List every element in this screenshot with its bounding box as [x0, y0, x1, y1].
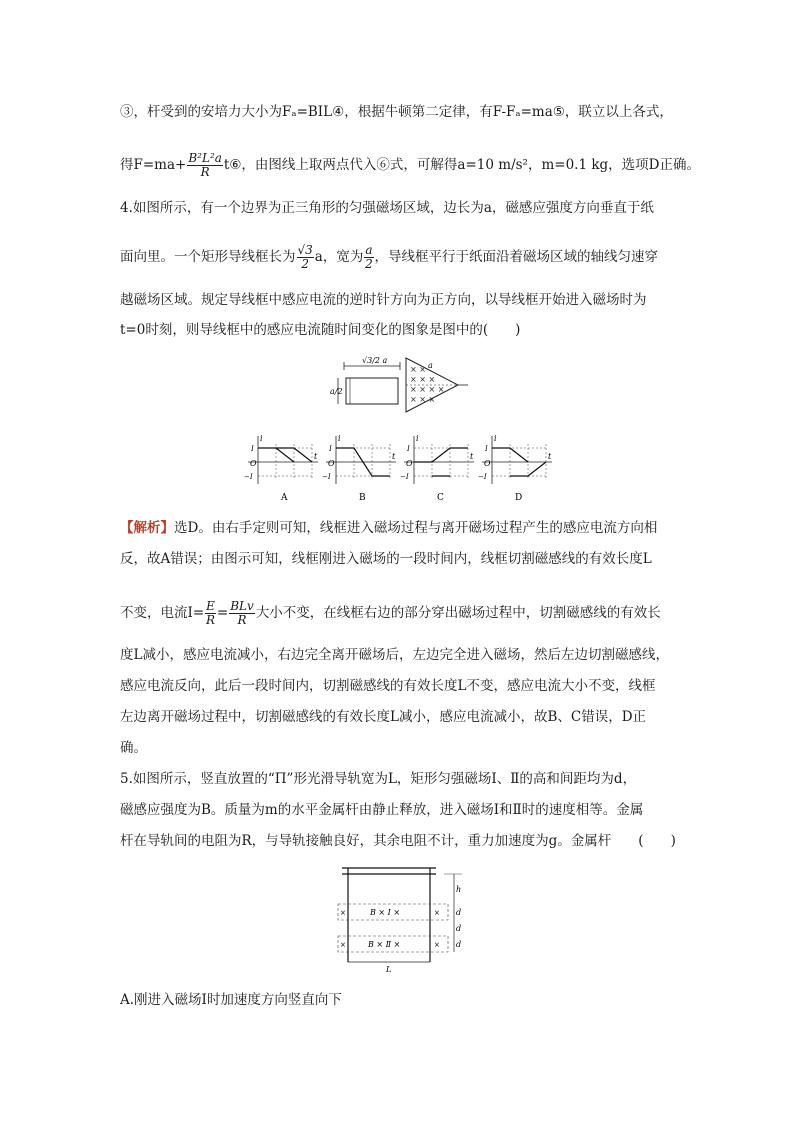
q4-line-2 [120, 244, 680, 271]
svg-text:O: O [484, 459, 491, 468]
svg-text:−I: −I [478, 473, 487, 481]
svg-text:× × ×: × × × [410, 375, 436, 384]
svg-text:t: t [392, 452, 396, 461]
analysis-line-2: 反，故A错误；由图示可知，线框刚进入磁场的一段时间内，线框切割磁感线的有效长度L [120, 551, 652, 567]
svg-text:I: I [251, 445, 254, 453]
svg-text:I: I [485, 445, 488, 453]
solution-line-2 [120, 151, 700, 179]
dim-left-label: a/2 [330, 387, 343, 396]
svg-text:i: i [260, 434, 263, 443]
svg-text:× ×: × × [410, 365, 426, 374]
svg-text:t: t [470, 452, 474, 461]
field-1-label: B × Ⅰ × [370, 908, 401, 917]
dim-d-1: d [456, 908, 462, 917]
svg-text:−I: −I [322, 473, 331, 481]
svg-text:t: t [314, 452, 318, 461]
q4-text: 面向里。一个矩形导线框长为 [120, 249, 296, 265]
svg-text:I: I [407, 445, 410, 453]
q5-option-a: A.刚进入磁场Ⅰ时加速度方向竖直向下 [120, 992, 342, 1008]
analysis-text: 大小不变，在线框右边的部分穿出磁场过程中，切割磁感线的有效长 [255, 605, 661, 621]
fraction-a-over-2: $\frac{a}{2}$ [365, 243, 373, 271]
svg-text:−I: −I [400, 473, 409, 481]
graph-label-b: B [359, 493, 366, 503]
svg-text:i: i [494, 434, 497, 443]
svg-text:I: I [329, 445, 332, 453]
analysis-line-1 [120, 518, 680, 538]
graph-label-a: A [281, 493, 288, 503]
fraction-e-over-r: $\frac{E}{R}$ [206, 599, 216, 627]
graph-label-d: D [515, 493, 523, 503]
svg-text:×: × [340, 941, 346, 949]
svg-text:−I: −I [244, 473, 253, 481]
svg-text:i: i [338, 434, 341, 443]
graph-b [322, 434, 396, 503]
svg-text:O: O [406, 459, 413, 468]
q4-line-4: t=0时刻，则导线框中的感应电流随时间变化的图象是图中的( ) [120, 322, 521, 338]
analysis-line-7: 确。 [120, 740, 147, 756]
fraction-blv-over-r: $\frac{\text{BLv}}{R}$ [230, 599, 254, 627]
q4-setup-figure [330, 352, 470, 418]
graph-c [400, 434, 474, 503]
solution-text: 得F=ma+ [120, 157, 187, 173]
svg-text:× × × ×: × × × × [410, 385, 445, 394]
svg-text:t: t [548, 452, 552, 461]
svg-text:O: O [250, 459, 257, 468]
analysis-line-4: 度L减小，感应电流减小，右边完全离开磁场后，左边完全进入磁场，然后左边切割磁感线， [120, 647, 669, 663]
analysis-tag: 【解析】 [120, 520, 174, 536]
analysis-line-5: 感应电流反向，此后一段时间内，切割磁感线的有效长度L不变，感应电流大小不变，线框 [120, 678, 656, 694]
analysis-text: 不变，电流I= [120, 605, 205, 621]
graph-label-c: C [437, 493, 444, 503]
svg-text:i: i [416, 434, 419, 443]
analysis-line-3 [120, 600, 680, 627]
fraction-sqrt3-over-2: $\frac{√3}{2}$ [297, 243, 313, 271]
q4-text: ，导线框平行于纸面沿着磁场区域的轴线匀速穿 [374, 249, 658, 265]
q4-line-3: 越磁场区域。规定导线框中感应电流的逆时针方向为正方向，以导线框开始进入磁场时为 [120, 292, 647, 308]
q4-options-graphs [238, 432, 550, 506]
q4-line-1: 4.如图所示，有一个边界为正三角形的匀强磁场区域，边长为a，磁感应强度方向垂直于纸 [120, 200, 654, 216]
q5-line-3: 杆在导轨间的电阻为R，与导轨接触良好，其余电阻不计，重力加速度为g。金属杆 ( ) [120, 833, 676, 849]
fraction-b2l2a-over-r: $\frac{\text{B²L²a}}{R}$ [188, 151, 222, 179]
equals-sign: = [216, 605, 229, 621]
q5-rail-figure [332, 862, 470, 974]
tri-side-label: a [428, 361, 433, 370]
analysis-text: 选D。由右手定则可知，线框进入磁场过程与离开磁场过程产生的感应电流方向相 [174, 520, 658, 536]
dim-l: L [386, 965, 392, 974]
solution-text: t⑥，由图线上取两点代入⑥式，可解得a=10 m/s²，m=0.1 kg，选项D正确。 [223, 157, 700, 173]
graph-a [244, 434, 318, 503]
solution-line-1: ③，杆受到的安培力大小为Fₐ=BIL④，根据牛顿第二定律，有F-Fₐ=ma⑤，联立以上各式， [120, 104, 673, 120]
svg-text:×: × [434, 909, 440, 917]
svg-text:×: × [340, 909, 346, 917]
svg-text:×: × [434, 941, 440, 949]
dim-d-3: d [456, 940, 462, 949]
q4-text: a，宽为 [314, 249, 364, 265]
svg-text:O: O [328, 459, 335, 468]
field-2-label: B × Ⅱ × [368, 940, 401, 949]
graph-d [478, 434, 552, 503]
q5-line-1: 5.如图所示，竖直放置的“Π”形光滑导轨宽为L，矩形匀强磁场Ⅰ、Ⅱ的高和间距均为d， [120, 771, 637, 787]
analysis-line-6: 左边离开磁场过程中，切割磁感线的有效长度L减小，感应电流减小，故B、C错误，D正 [120, 709, 647, 725]
dim-d-2: d [456, 924, 462, 933]
dim-top-label: √3/2 a [362, 356, 388, 365]
svg-text:× × ×: × × × [410, 395, 436, 404]
dim-h: h [456, 885, 462, 894]
q5-line-2: 磁感应强度为B。质量为m的水平金属杆由静止释放，进入磁场Ⅰ和Ⅱ时的速度相等。金属 [120, 802, 644, 818]
